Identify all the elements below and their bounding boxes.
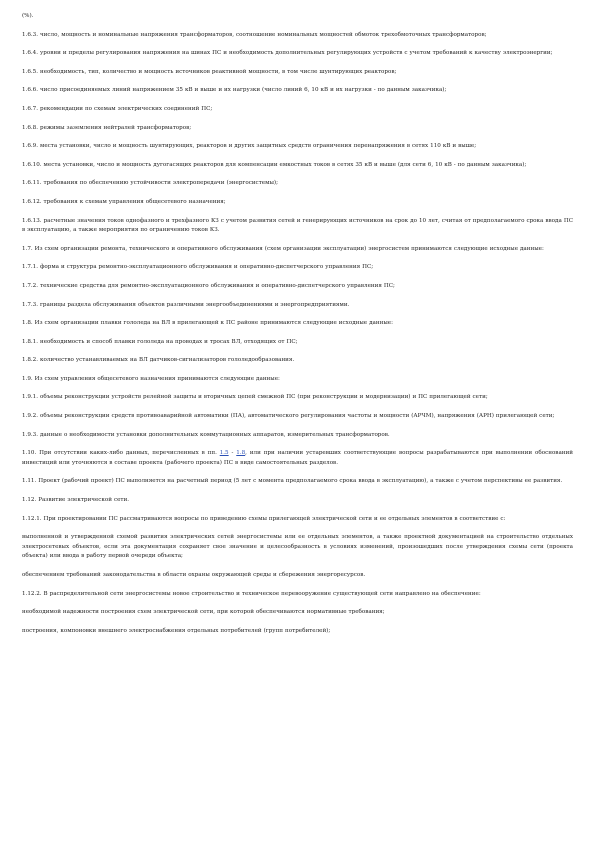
paragraph-1-9-2: 1.9.2. объемы реконструкции средств противоаварийной автоматики (ПА), автоматического регулирования частоты и мощности (АРЧМ), напряжения (АРН) прилегающей сети;	[22, 413, 555, 420]
paragraph-1-6-5: 1.6.5. необходимость, тип, количество и мощность источников реактивной мощности, в том числе шунтирующих реакторов;	[22, 68, 397, 75]
paragraph-1-6-11: 1.6.11. требования по обеспечению устойчивости электропередачи (энергосистемы);	[22, 180, 278, 187]
link-section-1-5[interactable]: 1.5	[219, 450, 229, 457]
paragraph-network-reliability: необходимой надежности построения схем электрической сети, при которой обеспечиваются нормативные требования;	[22, 609, 385, 616]
paragraph-1-10-dash: -	[228, 450, 237, 457]
paragraph-fragment: (%).	[22, 13, 34, 19]
paragraph-1-9-1: 1.9.1. объемы реконструкции устройств релейной защиты и вторичных цепей смежной ПС (при реконструкции и модернизации) и ПС прилегающей сети;	[22, 394, 488, 401]
paragraph-1-6-8: 1.6.8. режимы заземления нейтралей трансформаторов;	[22, 124, 192, 131]
paragraph-1-8: 1.8. Из схем организации плавки гололеда на ВЛ в прилегающей к ПС районе принимаются следующие исходные данные:	[22, 320, 393, 327]
paragraph-1-9-3: 1.9.3. данные о необходимости установки дополнительных коммутационных аппаратов, измерительных трансформаторов.	[22, 431, 390, 438]
paragraph-scheme-development: выполненной и утвержденной схемой развития электрических сетей энергосистемы или ее отдельных элементов, а также проектной документацией на строительство отдельных электросетевых объектов, если эта документация сохраняет свое значение и целесообразность в условиях изменений, произошедших после утверждения схемы сети (проекта объекта) или ввода в работу первой очереди объекта;	[22, 534, 573, 560]
paragraph-1-6-3: 1.6.3. число, мощность и номинальные напряжения трансформаторов, соотношение номинальных мощностей обмоток трехобмоточных трансформаторов;	[22, 31, 487, 38]
paragraph-1-11: 1.11. Проект (рабочий проект) ПС выполняется на расчетный период (5 лет с момента предполагаемого срока ввода в эксплуатацию), а также с учетом перспективы ее развития.	[22, 478, 563, 485]
paragraph-1-9: 1.9. Из схем управления общесетевого назначения принимаются следующие данные:	[22, 375, 280, 382]
paragraph-1-10-end: , или при наличии устаревших соответствующие вопросы разрабатываются при выполнении обоснований инвестиций или уточняются в составе проекта (рабочего проекта) ПС в виде самостоятельных разделов.	[22, 450, 573, 466]
paragraph-1-8-1: 1.8.1. необходимость и способ плавки гололеда на проводах и тросах ВЛ, отходящих от ПС;	[22, 338, 298, 345]
paragraph-1-10-start: 1.10. При отсутствии каких-либо данных, перечисленных в пп.	[22, 450, 220, 457]
paragraph-1-6-9: 1.6.9. места установки, число и мощность шунтирующих, реакторов и других защитных средств ограничения перенапряжения в сетях 110 кВ и выше;	[22, 143, 477, 150]
paragraph-1-8-2: 1.8.2. количество устанавливаемых на ВЛ датчиков-сигнализаторов гололедообразования.	[22, 357, 295, 364]
paragraph-1-6-7: 1.6.7. рекомендации по схемам электрических соединений ПС;	[22, 105, 213, 112]
paragraph-1-6-10: 1.6.10. места установки, число и мощность дугогасящих реакторов для компенсации емкостных токов в сетях 35 кВ и выше (для сети 6, 10 кВ - по данным заказчика);	[22, 161, 527, 168]
paragraph-environment-requirements: обеспечением требований законодательства в области охраны окружающей среды и сбережения энергоресурсов.	[22, 572, 366, 578]
paragraph-1-7-3: 1.7.3. границы раздела обслуживания объектов различными энергообъединениями и энергопредприятиями.	[22, 301, 350, 308]
paragraph-1-10	[22, 449, 573, 468]
paragraph-1-7-2: 1.7.2. технические средства для ремонтно-эксплуатационного обслуживания и оперативно-диспетчерского управления ПС;	[22, 282, 395, 289]
paragraph-1-6-12: 1.6.12. требования к схемам управления общесетевого назначения;	[22, 198, 226, 205]
paragraph-1-12-1: 1.12.1. При проектировании ПС рассматриваются вопросы по приведению схемы прилегающей электрической сети и ее отдельных элементов в соответствие с:	[22, 515, 506, 522]
paragraph-1-6-13: 1.6.13. расчетные значения токов однофазного и трехфазного КЗ с учетом развития сетей и генерирующих источников на срок до 10 лет, считая от предполагаемого срока ввода ПС в эксплуатацию, а также мероприятия по ограничению токов КЗ.	[22, 217, 573, 234]
paragraph-external-supply: построения, компоновки внешнего электроснабжения отдельных потребителей (групп потребителей);	[22, 627, 331, 634]
paragraph-1-6-6: 1.6.6. число присоединяемых линий напряжением 35 кВ и выше и их нагрузки (число линий 6, 10 кВ и их нагрузки - по данным заказчика);	[22, 87, 447, 94]
paragraph-1-7: 1.7. Из схем организации ремонта, технического и оперативного обслуживания (схем организации эксплуатации) энергосистем принимаются следующие исходные данные:	[22, 245, 544, 252]
link-section-1-8[interactable]: 1.8	[236, 450, 246, 457]
paragraph-1-7-1: 1.7.1. форма и структура ремонтно-эксплуатационного обслуживания и оперативно-диспетчерского управления ПС;	[22, 264, 374, 271]
paragraph-1-6-4: 1.6.4. уровни и пределы регулирования напряжения на шинах ПС и необходимость дополнительных регулирующих устройств с учетом требований к качеству электроэнергии;	[22, 50, 553, 57]
paragraph-1-12-2: 1.12.2. В распределительной сети энергосистемы новое строительство и техническое перевооружение существующей сети направлено на обеспечение:	[22, 590, 481, 597]
paragraph-1-12: 1.12. Развитие электрической сети.	[22, 497, 130, 504]
